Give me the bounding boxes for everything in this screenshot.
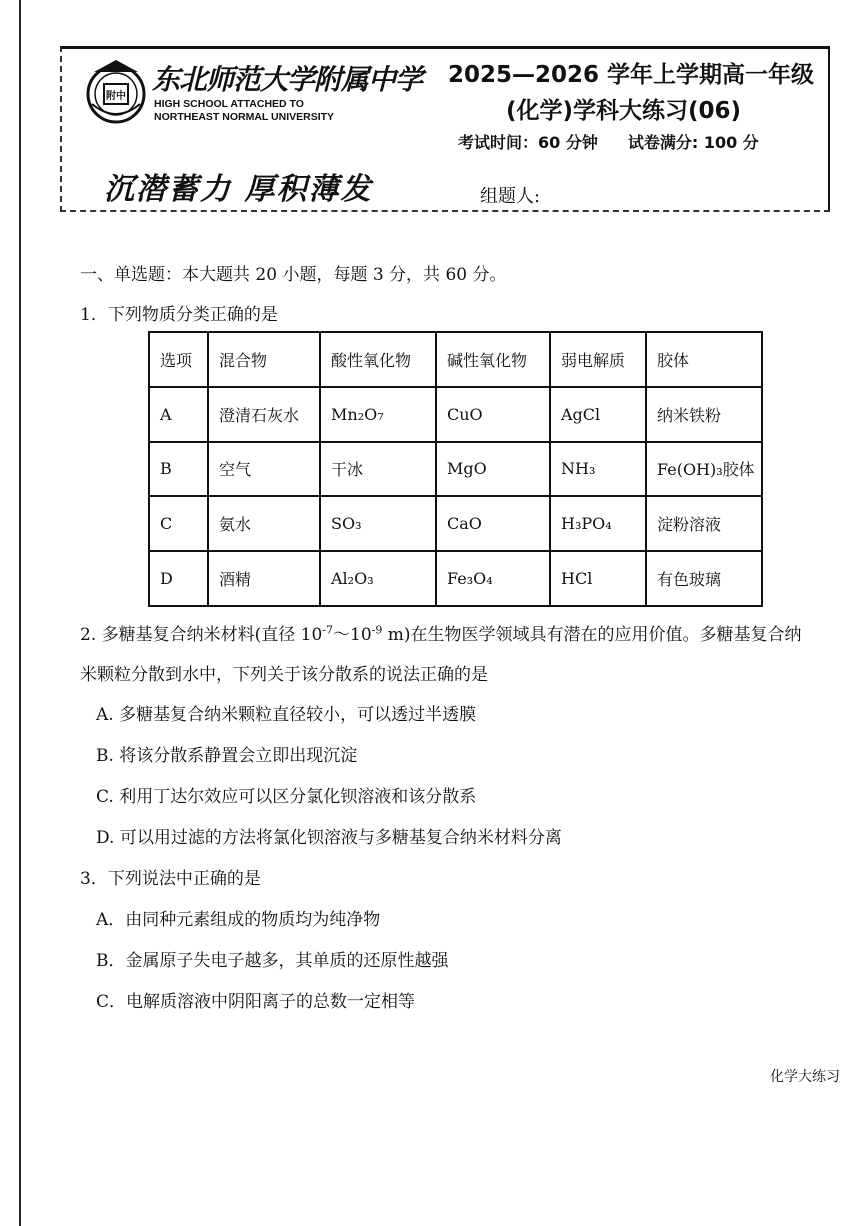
table-cell: 氨水: [208, 496, 320, 551]
question-2-stem: [80, 620, 802, 645]
question-2-option-c: C. 利用丁达尔效应可以区分氯化钡溶液和该分散系: [96, 787, 477, 807]
exam-title-line1: 2025—2026 学年上学期高一年级: [448, 62, 815, 88]
question-1-stem: 1．下列物质分类正确的是: [80, 305, 278, 325]
full-score: 试卷满分: 100 分: [627, 133, 759, 152]
table-cell: AgCl: [550, 387, 646, 442]
question-3-option-b: B．金属原子失电子越多，其单质的还原性越强: [96, 951, 449, 971]
exponent-2: -9: [371, 623, 383, 637]
table-row: [149, 551, 762, 606]
table-header-cell: 混合物: [208, 332, 320, 387]
table-cell: Fe₃O₄: [436, 551, 550, 606]
table-cell: 干冰: [320, 442, 436, 497]
exam-title-line2: (化学)学科大练习(06): [506, 98, 742, 124]
school-name-cn: 东北师范大学附属中学: [152, 63, 423, 96]
table-cell: H₃PO₄: [550, 496, 646, 551]
table-cell: HCl: [550, 551, 646, 606]
section-heading: 一、单选题：本大题共 20 小题，每题 3 分，共 60 分。: [80, 265, 507, 285]
table-cell: 澄清石灰水: [208, 387, 320, 442]
table-cell: Fe(OH)₃胶体: [646, 442, 762, 497]
school-motto: 沉潜蓄力 厚积薄发: [104, 172, 373, 207]
footer-label: 化学大练习: [770, 1069, 840, 1085]
table-row: [149, 387, 762, 442]
school-name-en: [154, 98, 334, 124]
question-3-stem: 3．下列说法中正确的是: [80, 869, 261, 889]
question-3-option-a: A．由同种元素组成的物质均为纯净物: [96, 910, 381, 930]
question-2-stem-line2: 米颗粒分散到水中，下列关于该分散系的说法正确的是: [80, 665, 488, 685]
question-2-option-a: A. 多糖基复合纳米颗粒直径较小，可以透过半透膜: [96, 705, 477, 725]
table-header-cell: 碱性氧化物: [436, 332, 550, 387]
classification-table: [148, 331, 763, 607]
question-2-option-d: D. 可以用过滤的方法将氯化钡溶液与多糖基复合纳米材料分离: [96, 828, 562, 848]
exam-meta: [458, 130, 759, 153]
table-cell: B: [149, 442, 208, 497]
table-cell: Al₂O₃: [320, 551, 436, 606]
table-cell: MgO: [436, 442, 550, 497]
exponent-1: -7: [322, 623, 334, 637]
question-2-option-b: B. 将该分散系静置会立即出现沉淀: [96, 746, 358, 766]
page-left-border: [19, 0, 21, 1226]
question-2-stem-part-a: 2. 多糖基复合纳米材料(直径 10: [80, 625, 323, 645]
table-row: [149, 442, 762, 497]
table-header-cell: 选项: [149, 332, 208, 387]
table-cell: Mn₂O₇: [320, 387, 436, 442]
tilde-text: ～10: [333, 625, 372, 645]
question-3-option-c: C．电解质溶液中阴阳离子的总数一定相等: [96, 992, 416, 1012]
table-cell: CuO: [436, 387, 550, 442]
compiler-label: 组题人:: [480, 186, 541, 207]
table-row: [149, 496, 762, 551]
logo-text: 附中: [106, 91, 126, 102]
table-cell: 空气: [208, 442, 320, 497]
school-name-en-line1: HIGH SCHOOL ATTACHED TO: [154, 98, 304, 110]
table-cell: 淀粉溶液: [646, 496, 762, 551]
table-cell: 纳米铁粉: [646, 387, 762, 442]
table-cell: NH₃: [550, 442, 646, 497]
table-header-cell: 弱电解质: [550, 332, 646, 387]
table-header-cell: 胶体: [646, 332, 762, 387]
table-cell: A: [149, 387, 208, 442]
school-logo: [84, 58, 148, 126]
table-cell: 有色玻璃: [646, 551, 762, 606]
exam-time: 考试时间：60 分钟: [458, 133, 598, 152]
table-cell: D: [149, 551, 208, 606]
table-header-cell: 酸性氧化物: [320, 332, 436, 387]
table-cell: 酒精: [208, 551, 320, 606]
table-cell: C: [149, 496, 208, 551]
table-header-row: [149, 332, 762, 387]
question-2-stem-part-b: m)在生物医学领域具有潜在的应用价值。多糖基复合纳: [382, 625, 802, 645]
school-name-en-line2: NORTHEAST NORMAL UNIVERSITY: [154, 111, 335, 123]
table-cell: CaO: [436, 496, 550, 551]
table-cell: SO₃: [320, 496, 436, 551]
